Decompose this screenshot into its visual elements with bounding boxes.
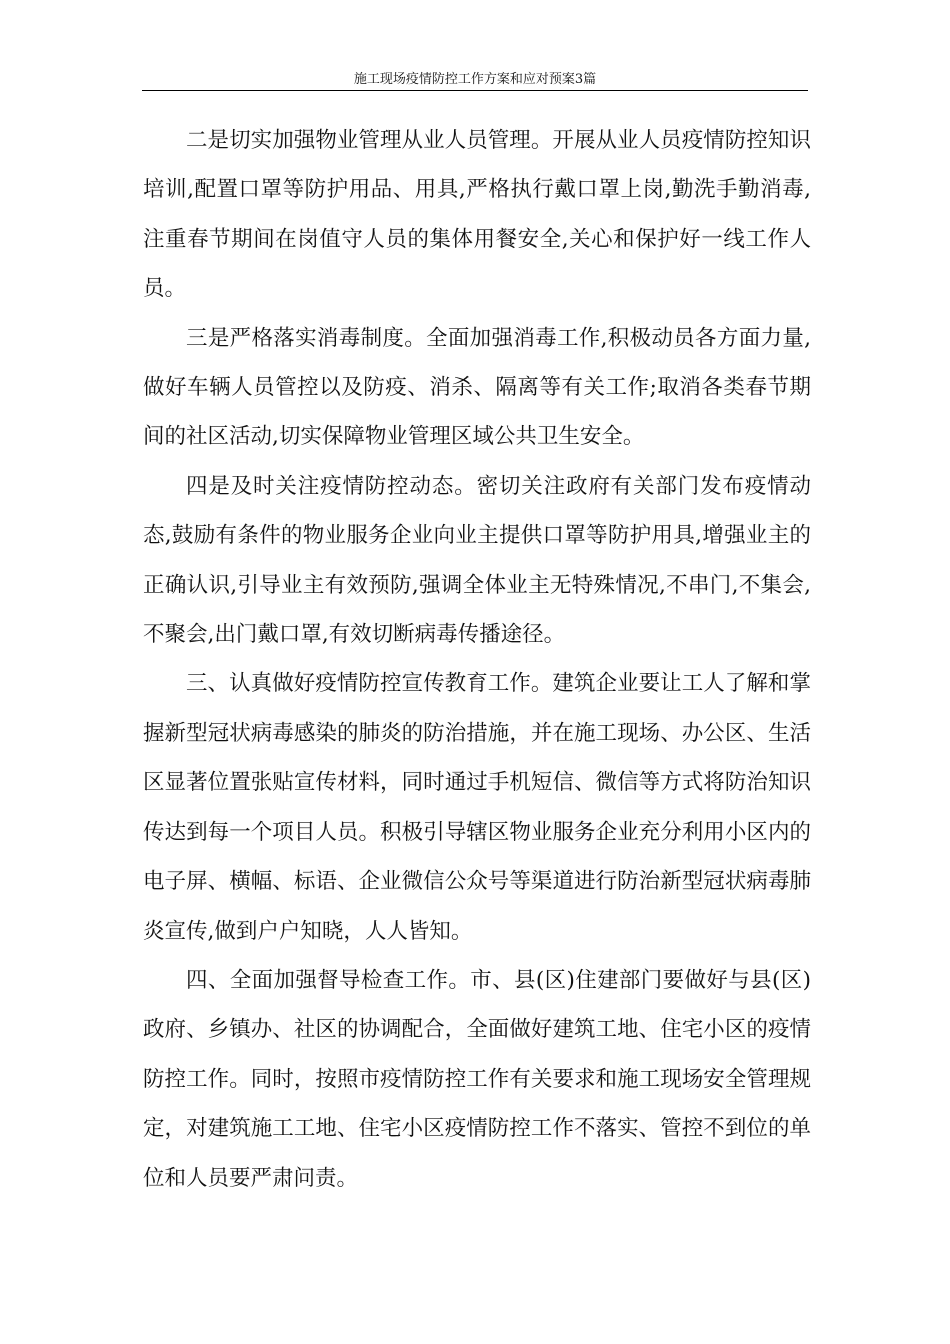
document-body [143, 116, 811, 1203]
paragraph-publicity-education: 三、认真做好疫情防控宣传教育工作。建筑企业要让工人了解和掌握新型冠状病毒感染的肺炎的防治措施，并在施工现场、办公区、生活区显著位置张贴宣传材料，同时通过手机短信、微信等方式将防治知识传达到每一个项目人员。积极引导辖区物业服务企业充分利用小区内的电子屏、横幅、标语、企业微信公众号等渠道进行防治新型冠状病毒肺炎宣传,做到户户知晓，人人皆知。 [143, 671, 811, 944]
paragraph-disinfection-system: 三是严格落实消毒制度。全面加强消毒工作,积极动员各方面力量,做好车辆人员管控以及防疫、消杀、隔离等有关工作;取消各类春节期间的社区活动,切实保障物业管理区域公共卫生安全。 [143, 325, 811, 450]
page-header [142, 72, 808, 91]
document-title: 施工现场疫情防控工作方案和应对预案3篇 [353, 72, 597, 87]
paragraph-property-staff-management: 二是切实加强物业管理从业人员管理。开展从业人员疫情防控知识培训,配置口罩等防护用品、用具,严格执行戴口罩上岗,勤洗手勤消毒,注重春节期间在岗值守人员的集体用餐安全,关心和保护好一线工作人员。 [143, 128, 811, 302]
paragraph-supervision-inspection: 四、全面加强督导检查工作。市、县(区)住建部门要做好与县(区)政府、乡镇办、社区的协调配合，全面做好建筑工地、住宅小区的疫情防控工作。同时，按照市疫情防控工作有关要求和施工现场安全管理规定，对建筑施工工地、住宅小区疫情防控工作不落实、管控不到位的单位和人员要严肃问责。 [143, 967, 811, 1191]
paragraph-epidemic-dynamics: 四是及时关注疫情防控动态。密切关注政府有关部门发布疫情动态,鼓励有条件的物业服务企业向业主提供口罩等防护用具,增强业主的正确认识,引导业主有效预防,强调全体业主无特殊情况,不串门,不集会,不聚会,出门戴口罩,有效切断病毒传播途径。 [143, 473, 811, 648]
